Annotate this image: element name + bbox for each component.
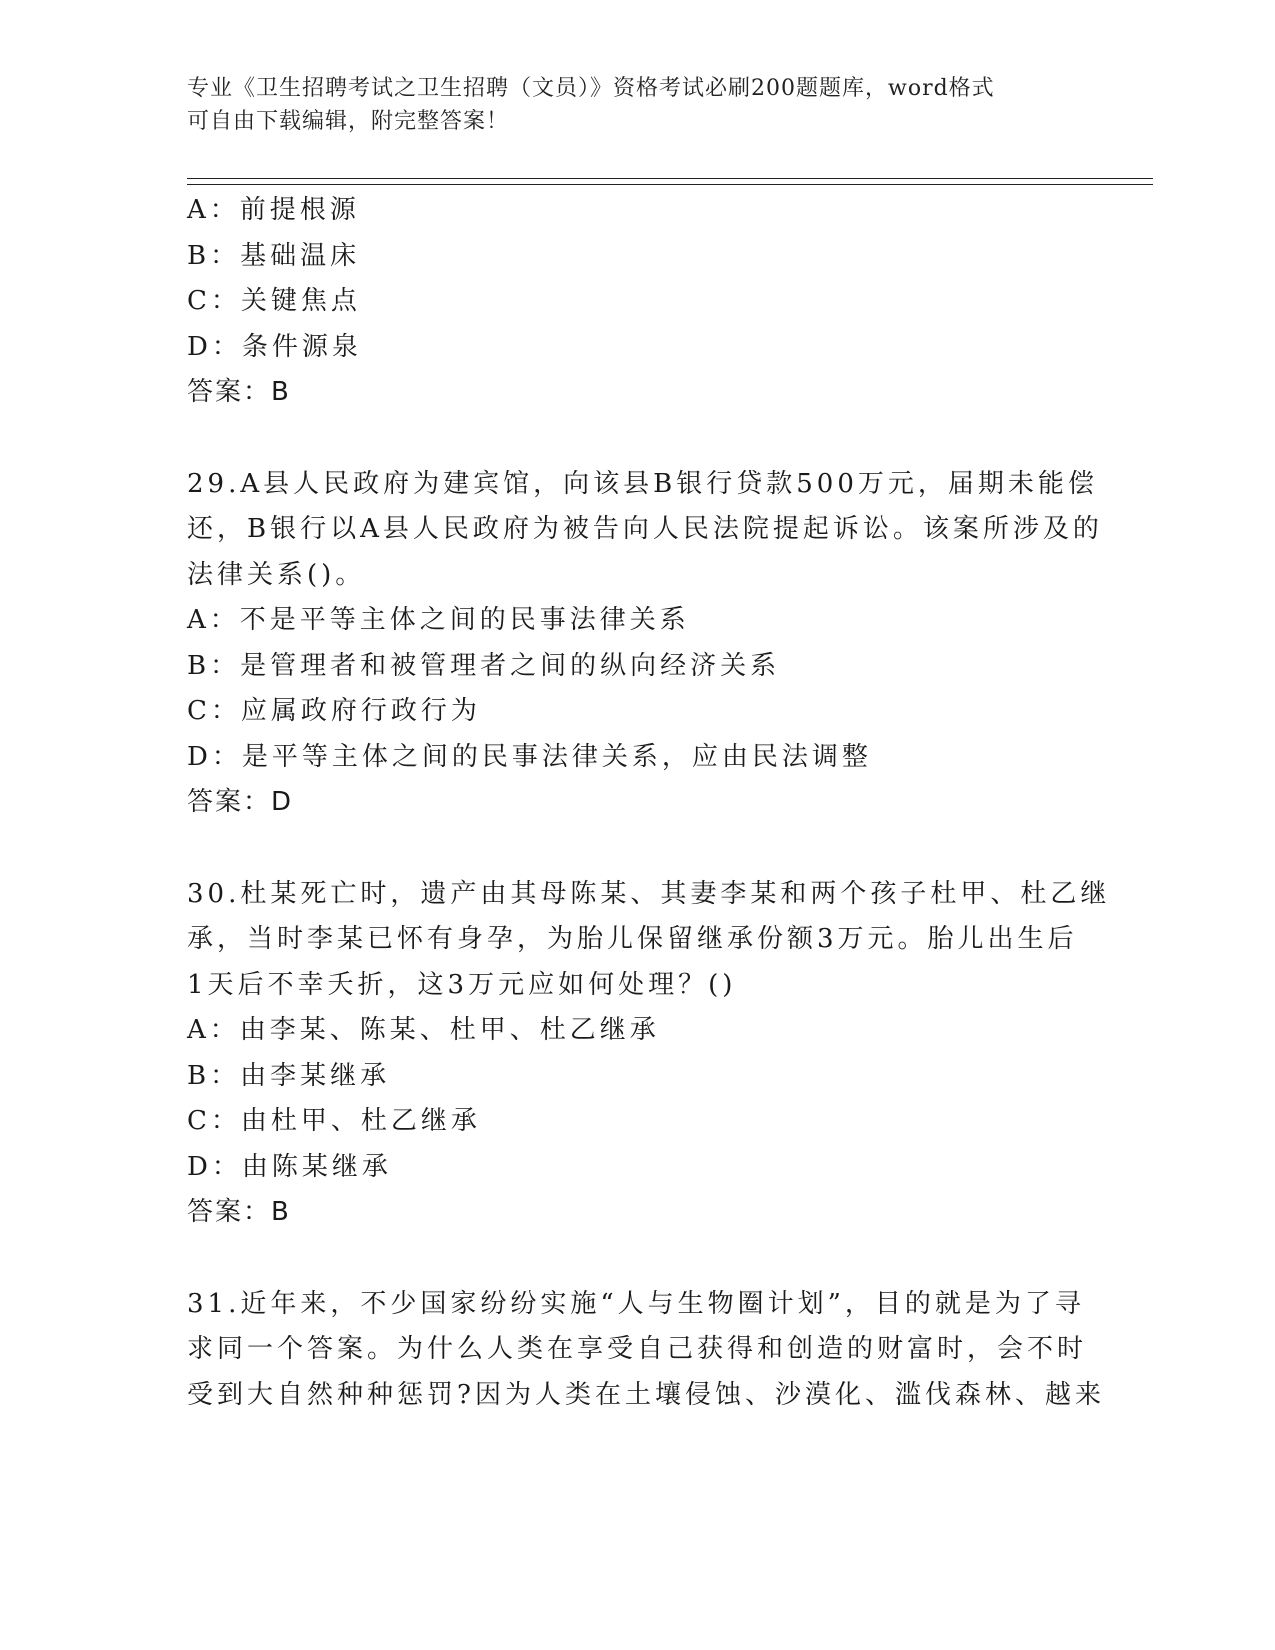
option-a: A：由李某、陈某、杜甲、杜乙继承 (187, 1015, 660, 1045)
header-title-line-2: 可自由下载编辑，附完整答案！ (187, 109, 510, 134)
option-a: A：不是平等主体之间的民事法律关系 (187, 605, 690, 635)
page-header (187, 72, 1067, 138)
option-d: D：由陈某继承 (187, 1151, 392, 1182)
answer-line: 答案：B (187, 1197, 291, 1227)
option-c: C：应属政府行政行为 (187, 696, 481, 726)
question-stem-line: 还，B银行以A县人民政府为被告向人民法院提起诉讼。该案所涉及的 (187, 514, 1103, 544)
option-d: D：条件源泉 (187, 331, 362, 362)
question-29 (187, 462, 1103, 826)
question-28-continuation (187, 188, 1087, 416)
question-stem-line: 31.近年来，不少国家纷纷实施“人与生物圈计划”，目的就是为了寻 (187, 1288, 1085, 1319)
answer-line: 答案：D (187, 787, 294, 817)
option-d: D：是平等主体之间的民事法律关系，应由民法调整 (187, 741, 872, 772)
option-c: C：由杜甲、杜乙继承 (187, 1106, 481, 1136)
option-a: A：前提根源 (187, 195, 360, 225)
option-b: B：基础温床 (187, 240, 361, 271)
option-c: C：关键焦点 (187, 286, 361, 316)
question-31 (187, 1282, 1105, 1419)
option-b: B：由李某继承 (187, 1060, 391, 1091)
header-title-line-1: 专业《卫生招聘考试之卫生招聘（文员）》资格考试必刷200题题库，word格式 (187, 76, 995, 101)
question-stem-line: 30.杜某死亡时，遗产由其母陈某、其妻李某和两个孩子杜甲、杜乙继 (187, 878, 1111, 909)
question-spacer (187, 1236, 1087, 1282)
question-stem-line: 受到大自然种种惩罚?因为人类在土壤侵蚀、沙漠化、滥伐森林、越来 (187, 1379, 1105, 1410)
question-stem-line: 求同一个答案。为什么人类在享受自己获得和创造的财富时，会不时 (187, 1334, 1088, 1364)
answer-line: 答案：B (187, 377, 291, 407)
question-stem-line: 29.A县人民政府为建宾馆，向该县B银行贷款500万元，届期未能偿 (187, 468, 1098, 499)
question-stem-line: 承，当时李某已怀有身孕，为胎儿保留继承份额3万元。胎儿出生后 (187, 924, 1078, 954)
question-stem-line: 1天后不幸夭折，这3万元应如何处理？() (187, 969, 737, 1000)
question-spacer (187, 416, 1087, 462)
header-double-rule (187, 178, 1153, 185)
question-30 (187, 872, 1111, 1236)
question-content (187, 188, 1111, 1418)
question-stem-line: 法律关系()。 (187, 559, 366, 590)
question-spacer (187, 826, 1087, 872)
option-b: B：是管理者和被管理者之间的纵向经济关系 (187, 650, 781, 681)
